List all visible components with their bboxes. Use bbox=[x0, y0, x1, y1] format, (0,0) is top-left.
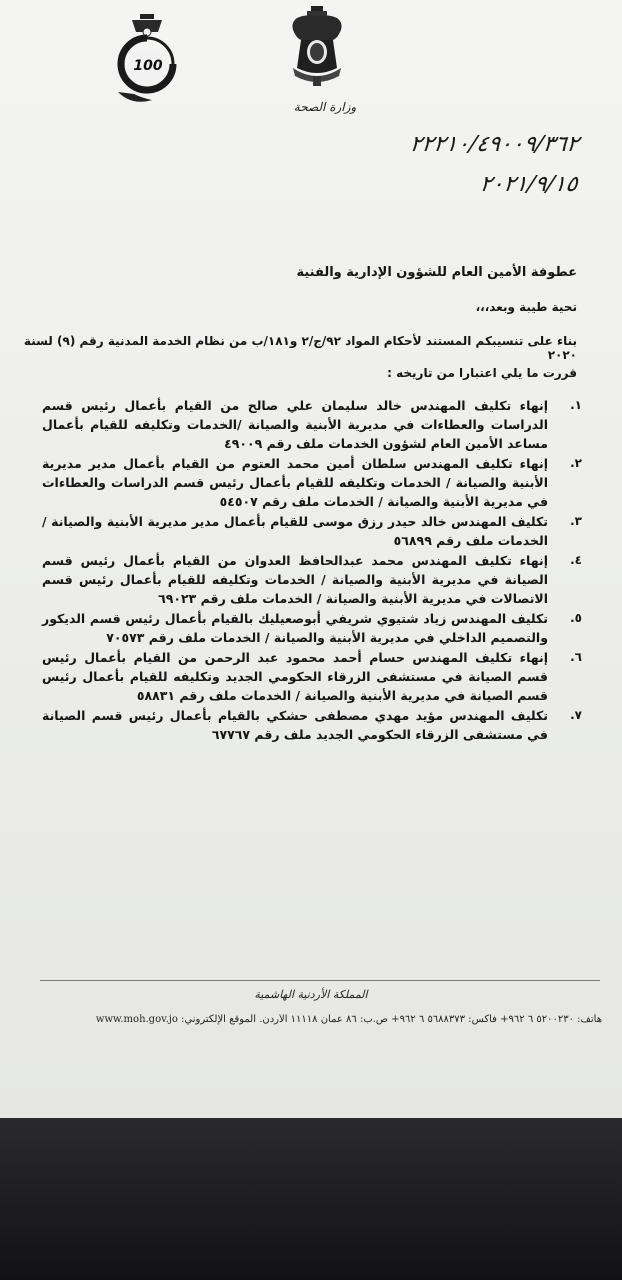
footer-contact: هاتف: ٥٢٠٠٢٣٠ ٦ ٩٦٢+ فاكس: ٥٦٨٨٣٧٣ ٦ ٩٦٢+ ص.ب: ٨٦ عمان ١١١١٨ الأردن. الموقع الإلكتروني: www.moh.gov.jo bbox=[95, 1014, 602, 1025]
item-text: إنهاء تكليف المهندس حسام أحمد محمود عبد الرحمن من القيام بأعمال رئيس قسم الصيانة في مستشفى الزرقاء الحكومي الجديد وتكليفه للقيام بأعمال رئيس قسم الصيانة في مديرية الأبنية والصيانة / الخدمات ملف رقم ٥٨٨٣١ bbox=[42, 650, 548, 703]
item-number: ٦. bbox=[570, 650, 582, 664]
footer-divider bbox=[40, 980, 600, 981]
list-item bbox=[42, 648, 582, 705]
list-item bbox=[42, 512, 582, 550]
photo-background bbox=[0, 1118, 622, 1280]
reference-date: ٢٠٢١/٩/١٥ bbox=[478, 172, 580, 197]
preamble: بناء على تنسيبكم المستند لأحكام المواد ٩٢/ج/٢ و١٨١/ب من نظام الخدمة المدنية رقم (٩) لسنة ٢٠٢٠ bbox=[23, 334, 577, 362]
list-item bbox=[42, 609, 582, 647]
item-number: ٣. bbox=[570, 514, 582, 528]
list-item bbox=[42, 551, 582, 608]
item-text: تكليف المهندس خالد حيدر رزق موسى للقيام بأعمال مدير مديرية الأبنية والصيانة / الخدمات ملف رقم ٥٦٨٩٩ bbox=[42, 514, 548, 548]
item-text: تكليف المهندس زياد شتيوي شريفي أبوصعيليك بالقيام بأعمال رئيس قسم الديكور والتصميم الداخلي في مديرية الأبنية والصيانة / الخدمات ملف رقم ٧٠٥٧٣ bbox=[42, 611, 548, 645]
item-number: ٥. bbox=[570, 611, 582, 625]
item-text: تكليف المهندس مؤيد مهدي مصطفى حشكي بالقيام بأعمال رئيس قسم الصيانة في مستشفى الزرقاء الحكومي الجديد ملف رقم ٦٧٧٦٧ bbox=[42, 708, 548, 742]
greeting: تحية طيبة وبعد،،، bbox=[475, 300, 577, 314]
decision-intro: قررت ما يلي اعتبارا من تاريخه : bbox=[387, 366, 577, 380]
item-number: ٢. bbox=[570, 456, 582, 470]
item-text: إنهاء تكليف المهندس سلطان أمين محمد العتوم من القيام بأعمال مدير مديرية الأبنية والصيانة / الخدمات وتكليفه للقيام بأعمال رئيس قسم الدراسات والعطاءات في مديرية الأبنية والصيانة / الخدمات ملف رقم ٥٤٥٠٧ bbox=[42, 456, 548, 509]
decision-list bbox=[42, 396, 582, 745]
footer-country: المملكة الأردنية الهاشمية bbox=[254, 988, 368, 1001]
list-item bbox=[42, 454, 582, 511]
ministry-signature: وزارة الصحة bbox=[293, 100, 357, 114]
item-number: ٧. bbox=[570, 708, 582, 722]
item-number: ٤. bbox=[570, 553, 582, 567]
coat-of-arms-icon bbox=[287, 6, 347, 88]
item-text: إنهاء تكليف المهندس خالد سليمان علي صالح من القيام بأعمال رئيس قسم الدراسات والعطاءات في مديرية الأبنية والصيانة /الخدمات وتكليفه للقيام بأعمال مساعد الأمين العام لشؤون الخدمات ملف رقم ٤٩٠٠٩ bbox=[42, 398, 548, 451]
addressee: عطوفة الأمين العام للشؤون الإدارية والفنية bbox=[296, 265, 577, 280]
list-item bbox=[42, 706, 582, 744]
centenary-number: 100 bbox=[133, 58, 163, 74]
item-text: إنهاء تكليف المهندس محمد عبدالحافظ العدوان من القيام بأعمال رئيس قسم الصيانة في مديرية الأبنية والصيانة / الخدمات وتكليفه للقيام بأعمال رئيس قسم الاتصالات في مديرية الأبنية والصيانة / الخدمات ملف رقم ٦٩٠٢٣ bbox=[42, 553, 548, 606]
reference-number: ٢٢٢١٠/٤٩٠٠٩/٣٦٢ bbox=[408, 132, 581, 157]
item-number: ١. bbox=[570, 398, 582, 412]
list-item bbox=[42, 396, 582, 453]
